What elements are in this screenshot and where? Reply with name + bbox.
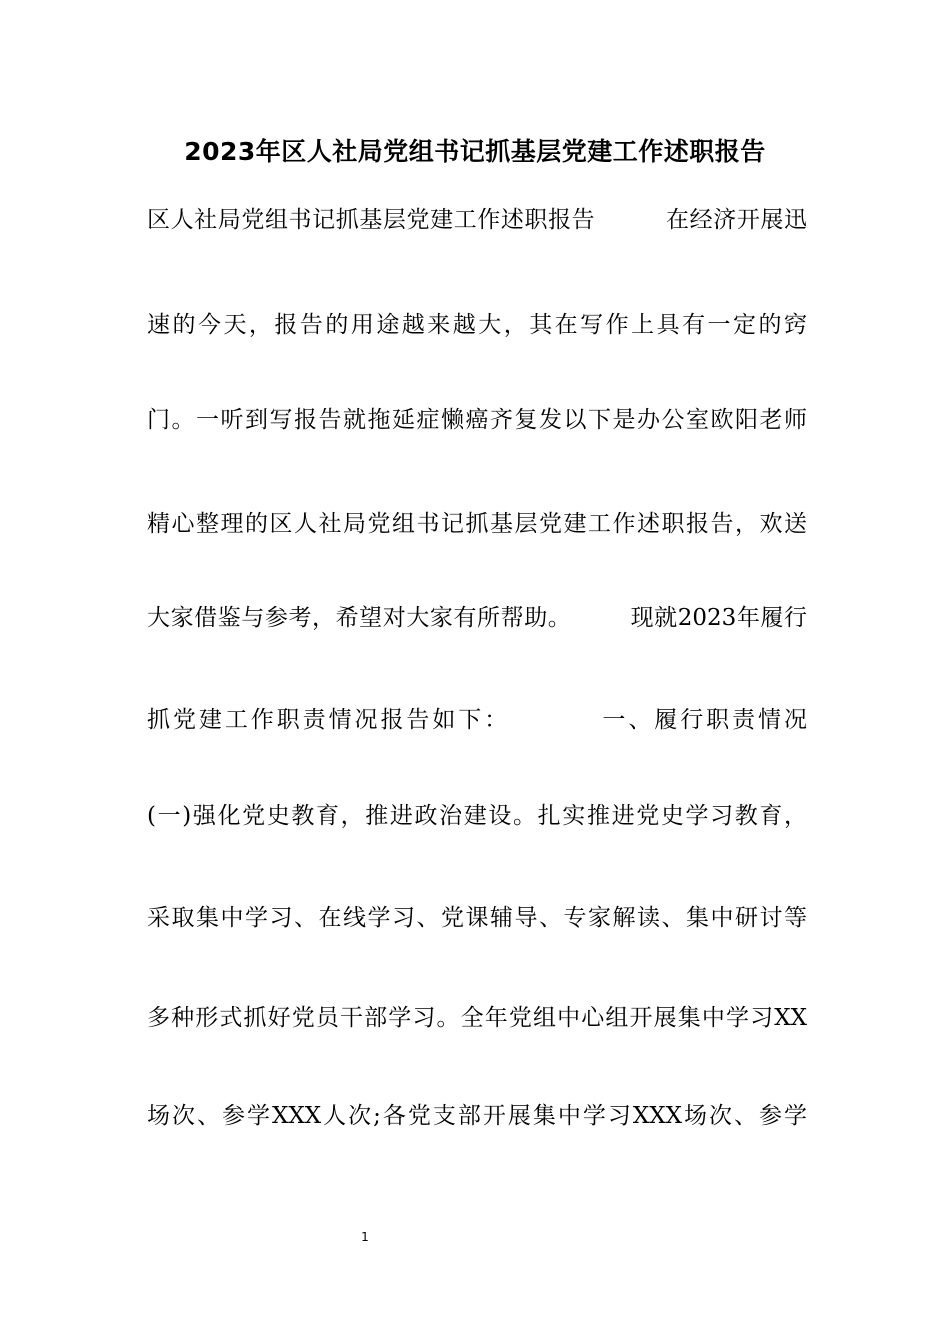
body-line-9: 多种形式抓好党员干部学习。全年党组中心组开展集中学习XX bbox=[147, 1005, 807, 1031]
body-line-6: 抓党建工作职责情况报告如下： 一、履行职责情况 bbox=[147, 707, 807, 733]
body-line-2: 速的今天，报告的用途越来越大，其在写作上具有一定的窍 bbox=[147, 312, 807, 338]
body-line-4: 精心整理的区人社局党组书记抓基层党建工作述职报告，欢送 bbox=[147, 511, 807, 537]
body-line-3: 门。一听到写报告就拖延症懒癌齐复发以下是办公室欧阳老师 bbox=[147, 407, 807, 433]
body-line-10: 场次、参学XXX人次;各党支部开展集中学习XXX场次、参学 bbox=[147, 1103, 807, 1129]
body-line-1: 区人社局党组书记抓基层党建工作述职报告 在经济开展迅 bbox=[147, 207, 807, 233]
body-line-7: (一)强化党史教育，推进政治建设。扎实推进党史学习教育， bbox=[147, 803, 807, 829]
document-title: 2023年区人社局党组书记抓基层党建工作述职报告 bbox=[184, 137, 766, 166]
body-line-8: 采取集中学习、在线学习、党课辅导、专家解读、集中研讨等 bbox=[147, 905, 807, 931]
body-line-5: 大家借鉴与参考，希望对大家有所帮助。 现就2023年履行 bbox=[147, 605, 807, 631]
page-number: 1 bbox=[361, 1230, 369, 1244]
